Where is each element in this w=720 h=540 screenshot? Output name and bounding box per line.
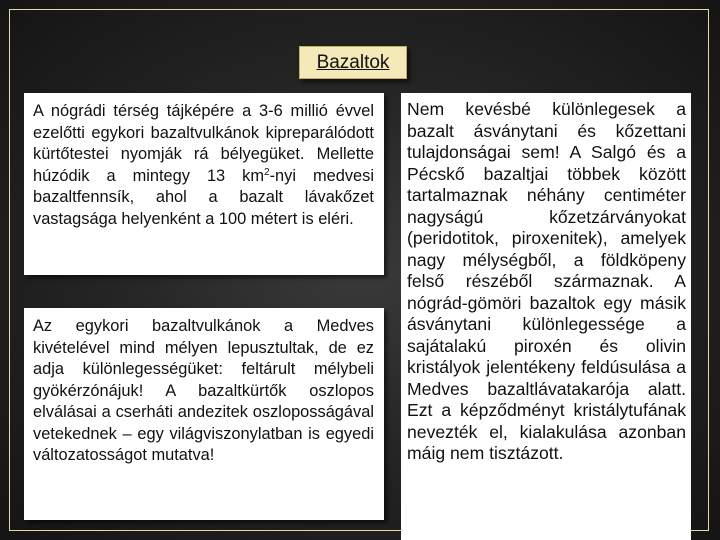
paragraph-basalt-volcanoes: Az egykori bazaltvulkánok a Medves kivételével mind mélyen lepusztultak, de ez adja különlegességüket: feltárult mélybeli gyökérzónájuk! A bazaltkürtők oszlopos elválásai a cserháti andezitek oszloposságával vetekednek – egy világviszonylatban is egyedi változatosságot mutatva! (33, 317, 374, 464)
paragraph-text-part2: -nyi medvesi bazaltfennsík, ahol a bazalt lávakőzet vastagsága helyenként a 100 métert is eléri. (33, 166, 374, 228)
text-panel-top-left (24, 93, 384, 275)
slide-title: Bazaltok (316, 51, 390, 73)
paragraph-basalt-minerals: Nem kevésbé különlegesek a bazalt ásványtani és kőzettani tulajdonságai sem! A Salgó és a Pécskő bazaltjai többek között tartalmaznak néhány centiméter nagyságú kőzetzárványokat (peridotitok, piroxenitek), amelyek nagy mélységből, a földköpeny felső részéből származnak. A nógrád-gömöri bazaltok egy másik ásványtani különlegessége a sajátalakú piroxén és olivin kristályok jelentékeny feldúsulása a Medves bazaltlávatakarója alatt. Ezt a képződményt kristálytufának nevezték el, kialakulása azonban máig nem tisztázott. (407, 99, 686, 463)
paragraph-basalt-landscape (33, 101, 374, 230)
text-panel-right (401, 93, 691, 540)
title-box (299, 46, 407, 79)
text-panel-bottom-left (24, 308, 384, 520)
paragraph-text-part1: A nógrádi térség tájképére a 3-6 millió évvel ezelőtti egykori bazaltvulkánok kipreparálódott kürtőtestei nyomják rá bélyegüket. Mellette húzódik a mintegy 13 km (33, 102, 374, 185)
superscript-2: 2 (264, 166, 270, 178)
